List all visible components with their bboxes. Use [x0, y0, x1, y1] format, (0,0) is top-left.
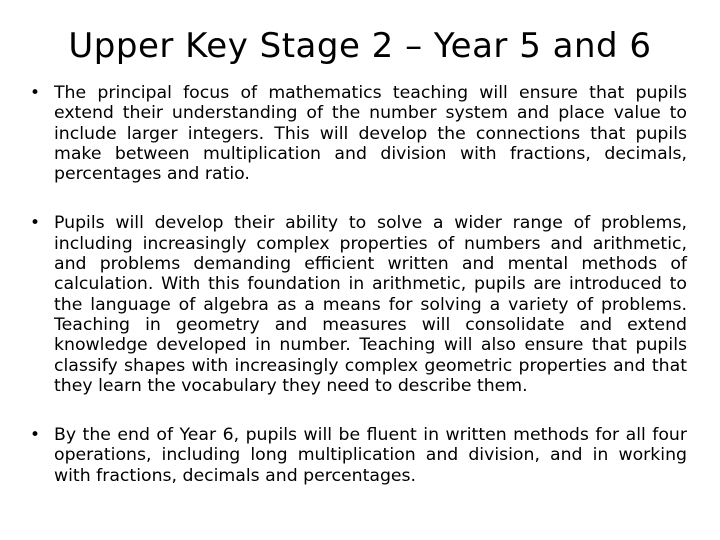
bullet-item: [30, 425, 687, 486]
bullet-list: [30, 83, 687, 486]
bullet-text: By the end of Year 6, pupils will be fluent in written methods for all four operations, including long multiplication and division, and in working with fractions, decimals and percentages.: [54, 425, 687, 486]
bullet-item: [30, 213, 687, 396]
bullet-marker: •: [30, 425, 41, 446]
bullet-text: The principal focus of mathematics teaching will ensure that pupils extend their understanding of the number system and place value to include larger integers. This will develop the connections that pupils make between multiplication and division with fractions, decimals, percentages and ratio.: [54, 83, 687, 185]
bullet-item: [30, 83, 687, 184]
slide-title: Upper Key Stage 2 – Year 5 and 6: [68, 26, 652, 66]
bullet-marker: •: [30, 83, 41, 103]
bullet-marker: •: [30, 213, 41, 234]
bullet-text: Pupils will develop their ability to solve a wider range of problems, including increasingly complex properties of numbers and arithmetic, and problems demanding efficient written and mental methods of calculation. With this foundation in arithmetic, pupils are introduced to the language of algebra as a means for solving a variety of problems. Teaching in geometry and measures will consolidate and extend knowledge developed in number. Teaching will also ensure that pupils classify shapes with increasingly complex geometric properties and that they learn the vocabulary they need to describe them.: [54, 213, 687, 396]
